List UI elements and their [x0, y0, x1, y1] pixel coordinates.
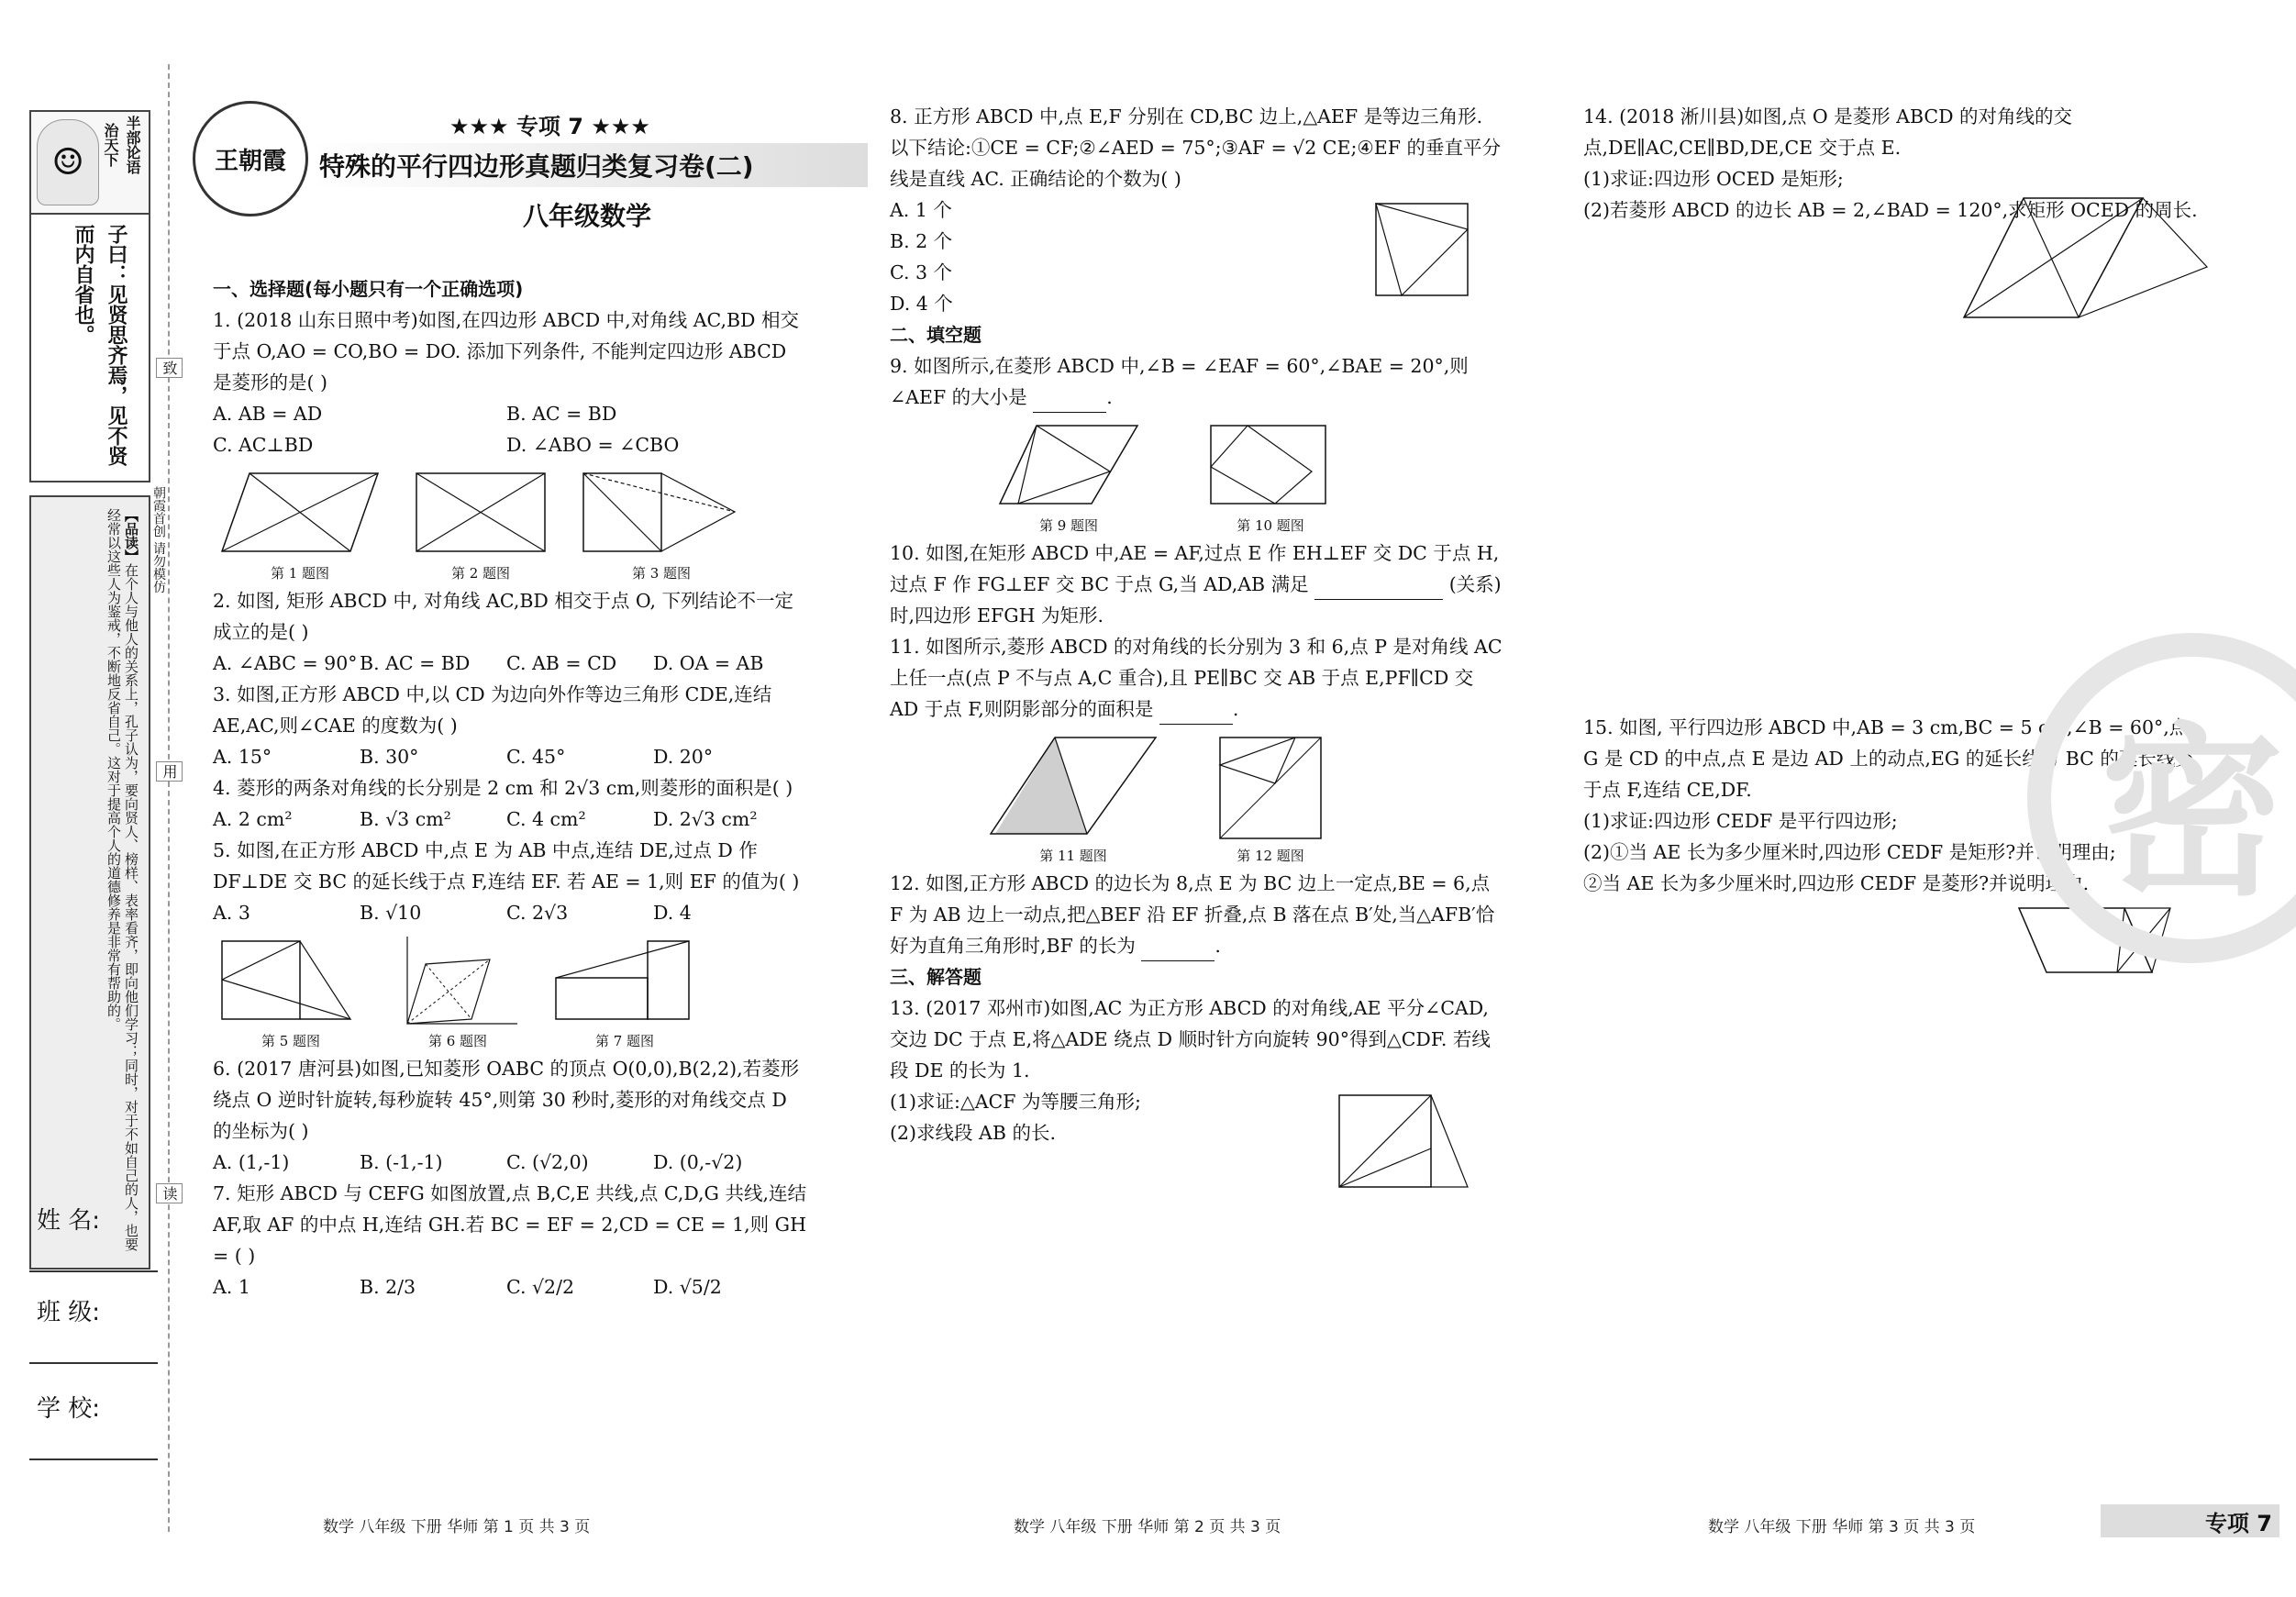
question-15-part-3: ②当 AE 长为多少厘米时,四边形 CEDF 是菱形?并说明理由.: [1583, 872, 2090, 894]
figure-9-diagram: [991, 416, 1147, 517]
q6-option-a[interactable]: A. (1,-1): [213, 1151, 290, 1173]
header: [193, 101, 853, 238]
q11-answer-blank[interactable]: [1159, 704, 1233, 725]
figure-11-caption: 第 11 题图: [1039, 848, 1107, 864]
q1-options: [213, 398, 809, 460]
figure-2: [407, 464, 554, 582]
q1-option-c[interactable]: C. AC⊥BD: [213, 434, 314, 456]
logo: [193, 101, 308, 216]
question-6: 6. (2017 唐河县)如图,已知菱形 OABC 的顶点 O(0,0),B(2,2),若菱形绕点 O 逆时针旋转,每秒旋转 45°,则第 30 秒时,菱形的对角线交点 D 的坐标为( ): [213, 1058, 800, 1142]
stamp-label-1: 半部论语: [124, 116, 141, 174]
figure-1-caption: 第 1 题图: [270, 565, 330, 582]
figure-8-diagram: [1367, 194, 1486, 305]
question-8: 8. 正方形 ABCD 中,点 E,F 分别在 CD,BC 边上,△AEF 是等边三角形. 以下结论:①CE = CF;②∠AED = 75°;③AF = √2 CE;④EF 的垂直平分线是直线 AC. 正确结论的个数为( ): [890, 105, 1501, 190]
q7-options: [213, 1271, 809, 1303]
question-13: 13. (2017 邓州市)如图,AC 为正方形 ABCD 的对角线,AE 平分∠CAD,交边 DC 于点 E,将△ADE 绕点 D 顺时针方向旋转 90°得到△CDF. 若线段 DE 的长为 1.: [890, 997, 1491, 1081]
fig-row-4: [982, 728, 1504, 864]
name-field[interactable]: [29, 1270, 158, 1272]
question-9: 9. 如图所示,在菱形 ABCD 中,∠B = ∠EAF = 60°,∠BAE = 20°,则∠AEF 的大小是 .: [890, 350, 1504, 413]
question-15-part-2: (2)①当 AE 长为多少厘米时,四边形 CEDF 是矩形?并说明理由;: [1583, 841, 2116, 863]
figure-5-caption: 第 5 题图: [261, 1033, 321, 1049]
page-title: 特殊的平行四边形真题归类复习卷(二): [312, 143, 868, 187]
column-2: [890, 101, 1504, 1196]
watermark-char: 密: [2100, 706, 2284, 921]
logo-text: 王朝霞: [214, 147, 286, 175]
question-10: [890, 538, 1504, 631]
q5-option-b[interactable]: B. √10: [360, 902, 422, 924]
figure-2-caption: 第 2 题图: [450, 565, 511, 582]
q8-options: [890, 194, 953, 319]
question-10-text: 10. 如图,在矩形 ABCD 中,AE = AF,过点 E 作 EH⊥EF 交 DC 于点 H,过点 F 作 FG⊥EF 交 BC 于点 G,当 AD,AB 满足: [890, 542, 1500, 595]
quote-text: 子曰：见贤思齐焉，见不贤而内自省也。: [72, 224, 128, 466]
fig-row-3: [991, 416, 1504, 534]
figure-12-caption: 第 12 题图: [1237, 848, 1304, 864]
q2-option-b[interactable]: B. AC = BD: [360, 652, 471, 674]
q3-options: [213, 741, 809, 772]
figure-3-diagram: [574, 464, 749, 565]
question-12-text: 12. 如图,正方形 ABCD 的边长为 8,点 E 为 BC 边上一定点,BE = 6,点 F 为 AB 边上一动点,把△BEF 沿 EF 折叠,点 B 落在点 B′处,当△AFB′恰好为直角三角形时,BF 的长为: [890, 872, 1495, 957]
sidebar-header-box: [29, 110, 150, 215]
quote-box: [29, 213, 150, 482]
pindu-body: 在个人与他人的关系上，孔子认为，要向贤人、榜样、表率看齐，即向他们学习；同时，对于不如自己的人，也要经常以这些人为鉴戒，不断地反省自己。这对于提高个人的道德修养是非常有帮助的。: [105, 508, 139, 1251]
q7-option-a[interactable]: A. 1: [213, 1276, 250, 1298]
pindu-text: [105, 508, 139, 1251]
question-2: 2. 如图, 矩形 ABCD 中, 对角线 AC,BD 相交于点 O, 下列结论不一定成立的是( ): [213, 590, 794, 643]
question-11: 11. 如图所示,菱形 ABCD 的对角线的长分别为 3 和 6,点 P 是对角线 AC 上任一点(点 P 不与点 A,C 重合),且 PE∥BC 交 AB 于点 E,PF∥CD 交 AD 于点 F,则阴影部分的面积是 .: [890, 631, 1504, 725]
figure-7: [547, 932, 703, 1049]
q8-option-b[interactable]: B. 2 个: [890, 230, 953, 252]
q2-option-a[interactable]: A. ∠ABC = 90°: [213, 652, 358, 674]
q6-options: [213, 1147, 809, 1178]
figure-7-caption: 第 7 题图: [594, 1033, 655, 1049]
question-14-part-1: (1)求证:四边形 OCED 是矩形;: [1583, 168, 1844, 190]
question-15-part-1: (1)求证:四边形 CEDF 是平行四边形;: [1583, 810, 1898, 832]
question-10-tail: (关系)时,四边形 EFGH 为矩形.: [890, 573, 1502, 627]
series-label: ★★★ 专项 7 ★★★: [449, 114, 650, 139]
figure-10-caption: 第 10 题图: [1237, 517, 1304, 534]
q5-option-d[interactable]: D. 4: [653, 902, 692, 924]
q4-option-a[interactable]: A. 2 cm²: [213, 808, 293, 830]
stamp-label-2: 治天下: [102, 123, 119, 167]
figure-5-diagram: [213, 932, 369, 1033]
section-1-heading: 一、选择题(每小题只有一个正确选项): [213, 278, 524, 300]
figure-6-diagram: [389, 932, 527, 1033]
q9-answer-blank[interactable]: [1033, 392, 1106, 413]
q8-option-a[interactable]: A. 1 个: [890, 199, 952, 221]
name-label: 姓 名:: [37, 1207, 101, 1235]
figure-1-diagram: [213, 464, 387, 565]
question-3: 3. 如图,正方形 ABCD 中,以 CD 为边向外作等边三角形 CDE,连结 AE,AC,则∠CAE 的度数为( ): [213, 683, 772, 737]
q2-options: [213, 648, 809, 679]
q4-options: [213, 804, 809, 835]
seal-char-2: 用: [156, 761, 183, 782]
fig-row-1: [213, 464, 809, 582]
question-14-part-2: (2)若菱形 ABCD 的边长 AB = 2,∠BAD = 120°,求矩形 OCED 的周长.: [1583, 199, 2198, 221]
question-5: 5. 如图,在正方形 ABCD 中,点 E 为 AB 中点,连结 DE,过点 D 作 DF⊥DE 交 BC 的延长线于点 F,连结 EF. 若 AE = 1,则 EF 的值为( ): [213, 839, 800, 893]
seal-char-1: 致: [156, 358, 183, 378]
question-14: 14. (2018 淅川县)如图,点 O 是菱形 ABCD 的对角线的交点,DE∥AC,CE∥BD,DE,CE 交于点 E.: [1583, 105, 2073, 159]
q6-option-c[interactable]: C. (√2,0): [506, 1151, 589, 1173]
figure-10: [1202, 416, 1339, 534]
figure-3: [574, 464, 749, 582]
question-13-part-2: (2)求线段 AB 的长.: [890, 1122, 1056, 1144]
footer-page-1: 数学 八年级 下册 华师 第 1 页 共 3 页: [323, 1518, 591, 1536]
q1-option-b[interactable]: B. AC = BD: [506, 403, 617, 425]
seal-char-3: 读: [156, 1183, 183, 1203]
figure-11: [982, 728, 1165, 864]
question-4: 4. 菱形的两条对角线的长分别是 2 cm 和 2√3 cm,则菱形的面积是( ): [213, 777, 793, 799]
brand-text: 朝霞首创 请勿模仿: [151, 486, 166, 593]
q13-parts: [890, 1086, 1141, 1196]
q3-option-b[interactable]: B. 30°: [360, 746, 419, 768]
footer-page-3: 数学 八年级 下册 华师 第 3 页 共 3 页: [1708, 1518, 1976, 1536]
figure-6: [389, 932, 527, 1049]
q2-option-c[interactable]: C. AB = CD: [506, 652, 617, 674]
q8-block: [890, 194, 1504, 319]
figure-9-caption: 第 9 题图: [1038, 517, 1099, 534]
page-subtitle: 八年级数学: [523, 201, 652, 231]
q8-option-d[interactable]: D. 4 个: [890, 293, 953, 315]
figure-1: [213, 464, 387, 582]
q3-option-c[interactable]: C. 45°: [506, 746, 566, 768]
column-1: [213, 273, 809, 1303]
question-1: 1. (2018 山东日照中考)如图,在四边形 ABCD 中,对角线 AC,BD 相交于点 O,AO = CO,BO = DO. 添加下列条件, 不能判定四边形 ABCD 是菱形的是( ): [213, 309, 800, 394]
figure-10-diagram: [1202, 416, 1339, 517]
sidebar: [29, 110, 147, 1468]
question-7: 7. 矩形 ABCD 与 CEFG 如图放置,点 B,C,E 共线,点 C,D,G 共线,连结 AF,取 AF 的中点 H,连结 GH.若 BC = EF = 2,CD = CE = 1,则 GH = ( ): [213, 1182, 806, 1267]
q4-option-c[interactable]: C. 4 cm²: [506, 808, 586, 830]
q8-option-c[interactable]: C. 3 个: [890, 261, 953, 283]
binding-line: [168, 64, 170, 1532]
q7-option-d[interactable]: D. √5/2: [653, 1276, 722, 1298]
question-15: 15. 如图, 平行四边形 ABCD 中,AB = 3 cm,BC = 5 cm,∠B = 60°,点 G 是 CD 的中点,点 E 是边 AD 上的动点,EG 的延长线与 BC 的延长线交于点 F,连结 CE,DF.: [1583, 716, 2194, 801]
question-12: 12. 如图,正方形 ABCD 的边长为 8,点 E 为 BC 边上一定点,BE = 6,点 F 为 AB 边上一动点,把△BEF 沿 EF 折叠,点 B 落在点 B′处,当△AFB′恰好为直角三角形时,BF 的长为 .: [890, 868, 1504, 961]
q4-option-b[interactable]: B. √3 cm²: [360, 808, 451, 830]
figure-5: [213, 932, 369, 1049]
question-13-part-1: (1)求证:△ACF 为等腰三角形;: [890, 1091, 1141, 1113]
question-11-text: 11. 如图所示,菱形 ABCD 的对角线的长分别为 3 和 6,点 P 是对角线 AC 上任一点(点 P 不与点 A,C 重合),且 PE∥BC 交 AB 于点 E,PF∥CD 交 AD 于点 F,则阴影部分的面积是: [890, 636, 1503, 720]
q7-option-c[interactable]: C. √2/2: [506, 1276, 575, 1298]
school-field[interactable]: [29, 1458, 158, 1460]
figure-6-caption: 第 6 题图: [427, 1033, 488, 1049]
figure-2-diagram: [407, 464, 554, 565]
figure-3-caption: 第 3 题图: [631, 565, 692, 582]
question-9-text: 9. 如图所示,在菱形 ABCD 中,∠B = ∠EAF = 60°,∠BAE = 20°,则∠AEF 的大小是: [890, 355, 1469, 408]
figure-12: [1211, 728, 1330, 864]
class-field[interactable]: [29, 1362, 158, 1364]
q13-block: [890, 1086, 1504, 1196]
q1-option-d[interactable]: D. ∠ABO = ∠CBO: [506, 434, 680, 456]
q7-option-b[interactable]: B. 2/3: [360, 1276, 416, 1298]
section-3-heading: 三、解答题: [890, 966, 982, 988]
q2-option-d[interactable]: D. OA = AB: [653, 652, 764, 674]
q5-option-a[interactable]: A. 3: [213, 902, 250, 924]
footer-series-text: 专项 7: [2204, 1510, 2272, 1536]
section-2-heading: 二、填空题: [890, 324, 982, 346]
figure-11-diagram: [982, 728, 1165, 848]
figure-9: [991, 416, 1147, 534]
q6-option-d[interactable]: D. (0,-√2): [653, 1151, 743, 1173]
footer-page-2: 数学 八年级 下册 华师 第 2 页 共 3 页: [1014, 1518, 1281, 1536]
q3-option-d[interactable]: D. 20°: [653, 746, 714, 768]
pindu-box: [29, 495, 150, 1270]
q5-option-c[interactable]: C. 2√3: [506, 902, 569, 924]
class-label: 班 级:: [37, 1299, 101, 1326]
school-label: 学 校:: [37, 1395, 101, 1423]
q10-answer-blank[interactable]: [1314, 579, 1443, 600]
cartoon-icon: ☺: [37, 119, 99, 205]
series-text: 专项 7: [516, 114, 583, 139]
figure-12-diagram: [1211, 728, 1330, 848]
q5-options: [213, 897, 809, 928]
q6-option-b[interactable]: B. (-1,-1): [360, 1151, 443, 1173]
figure-7-diagram: [547, 932, 703, 1033]
figure-13-diagram: [1330, 1086, 1477, 1196]
footer-series-badge: [2101, 1504, 2279, 1537]
q4-option-d[interactable]: D. 2√3 cm²: [653, 808, 758, 830]
q3-option-a[interactable]: A. 15°: [213, 746, 272, 768]
q12-answer-blank[interactable]: [1141, 940, 1215, 961]
fig-row-2: [213, 932, 809, 1049]
q1-option-a[interactable]: A. AB = AD: [213, 403, 323, 425]
pindu-label: 【品读】: [123, 508, 139, 563]
